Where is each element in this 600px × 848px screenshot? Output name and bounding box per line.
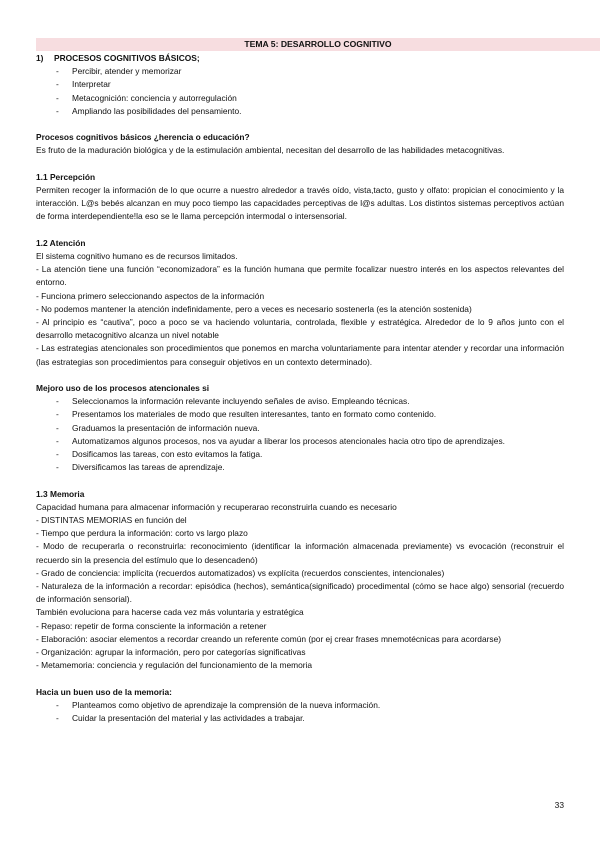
- paragraph-line: - Metamemoria: conciencia y regulación del funcionamiento de la memoria: [36, 660, 313, 671]
- dash-marker: -: [56, 449, 59, 460]
- spacer: [36, 369, 564, 382]
- dash-marker: -: [56, 409, 59, 420]
- paragraph-line: También evoluciona para hacerse cada vez más voluntaria y estratégica: [36, 607, 304, 618]
- mejora-atencion-heading: Mejoro uso de los procesos atencionales si: [36, 383, 210, 394]
- page-number: 33: [554, 800, 564, 810]
- list-item-text: Interpretar: [72, 79, 111, 90]
- spacer: [36, 118, 564, 131]
- paragraph-line: - DISTINTAS MEMORIAS en función del: [36, 515, 187, 526]
- list-item-text: Planteamos como objetivo de aprendizaje la comprensión de la nueva información.: [72, 699, 381, 710]
- attention-tips-list: [36, 395, 564, 474]
- paragraph-line: - Grado de conciencia: implícita (recuerdos automatizados) vs explícita (recuerdos conscientes, intencionales): [36, 567, 445, 578]
- dash-marker: -: [56, 105, 59, 116]
- paragraph-line: - Las estrategias atencionales son procedimientos que ponemos en marcha voluntariamente para intentar atender y recordar una información (las estrategias son procedimientos para conseguir objetivos en un contexto determinado).: [36, 343, 564, 367]
- paragraph-line: - La atención tiene una función “economizadora” es la función humana que permite focalizar nuestro interés en los aspectos relevantes del entorno.: [36, 264, 564, 288]
- paragraph-line: - No podemos mantener la atención indefinidamente, pero a veces es necesario sostenerla (es la atención sostenida): [36, 303, 472, 314]
- paragraph-line: - Modo de recuperarla o reconstruirla: reconocimiento (identificar la información almacenada previamente) vs evocación (reconstruir el recuerdo sin la presencia del estímulo que lo desencadenó): [36, 541, 564, 565]
- list-item: [36, 105, 564, 118]
- paragraph-line: - Naturaleza de la información a recordar: episódica (hechos), semántica(significado) procedimental (cómo se hace algo) sensorial (recuerdo de información sensorial).: [36, 581, 564, 605]
- spacer: [36, 474, 564, 487]
- paragraph-line: - Organización: agrupar la información, pero por categorías significativas: [36, 647, 306, 658]
- list-item-text: Metacognición: conciencia y autorregulación: [72, 92, 237, 103]
- dash-marker: -: [56, 713, 59, 724]
- dash-marker: -: [56, 66, 59, 77]
- paragraph-line: El sistema cognitivo humano es de recursos limitados.: [36, 251, 238, 261]
- list-item-text: Dosificamos las tareas, con esto evitamos la fatiga.: [72, 449, 263, 460]
- percepcion-heading: 1.1 Percepción: [36, 171, 96, 182]
- dash-marker: -: [56, 462, 59, 473]
- atencion-heading: 1.2 Atención: [36, 237, 86, 248]
- paragraph-line: - Al principio es “cautiva”, poco a poco se va haciendo voluntaria, controlada, flexible y estratégica. Alrededor de lo 9 años junto con el desarrollo metacognitivo alcanza un nivel notable: [36, 317, 564, 341]
- section-title: PROCESOS COGNITIVOS BÁSICOS;: [54, 53, 200, 63]
- paragraph-line: Capacidad humana para almacenar información y recuperarao reconstruirla cuando es necesario: [36, 501, 397, 512]
- dash-marker: -: [56, 422, 59, 433]
- list-item: [36, 65, 564, 78]
- spacer: [36, 224, 564, 237]
- list-item: [36, 78, 564, 91]
- paragraph-line: - Funciona primero seleccionando aspectos de la información: [36, 290, 265, 301]
- dash-marker: -: [56, 435, 59, 446]
- page-content: [36, 52, 564, 725]
- paragraph-line: - Elaboración: asociar elementos a recordar creando un referente común (por ej crear frases mnemotécnicas para acordarse): [36, 633, 502, 644]
- memory-tips-list: [36, 699, 564, 725]
- percepcion-text: Permiten recoger la información de lo que ocurre a nuestro alrededor a través oído, vista,tacto, gusto y olfato: propician el conocimiento y la interacción. L@s bebés alcanzan en muy poco tiempo las capacidades perceptivas de l@s adultas. Los distintos sistemas perceptivos actúan de forma interdependiente!la eso se le llama percepción intermodal o intersensorial.: [36, 185, 564, 222]
- page-title: TEMA 5: DESARROLLO COGNITIVO: [244, 39, 392, 49]
- list-item: [36, 422, 564, 435]
- list-item-text: Graduamos la presentación de información nueva.: [72, 422, 260, 433]
- list-item-text: Diversificamos las tareas de aprendizaje.: [72, 462, 225, 473]
- title-bar: [36, 38, 600, 51]
- section-number: 1): [36, 53, 44, 63]
- paragraph-line: - Tiempo que perdura la información: corto vs largo plazo: [36, 528, 248, 539]
- dash-marker: -: [56, 79, 59, 90]
- buen-uso-memoria-heading: Hacia un buen uso de la memoria:: [36, 686, 172, 697]
- dash-marker: -: [56, 699, 59, 710]
- paragraph-line: - Repaso: repetir de forma consciente la información a retener: [36, 620, 267, 631]
- dash-marker: -: [56, 92, 59, 103]
- list-item: [36, 699, 564, 712]
- memoria-heading: 1.3 Memoria: [36, 488, 85, 499]
- list-item-text: Ampliando las posibilidades del pensamiento.: [72, 105, 242, 116]
- list-item-text: Cuidar la presentación del material y las actividades a trabajar.: [72, 713, 305, 724]
- list-item-text: Presentamos los materiales de modo que resulten interesantes, tanto en formato como contenido.: [72, 409, 437, 420]
- list-item: [36, 92, 564, 105]
- list-item: [36, 408, 564, 421]
- list-item-text: Automatizamos algunos procesos, nos va ayudar a liberar los procesos atencionales hacia otro tipo de aprendizajes.: [72, 435, 505, 446]
- list-item-text: Seleccionamos la información relevante incluyendo señales de aviso. Empleando técnicas.: [72, 396, 410, 407]
- list-item: [36, 435, 564, 448]
- spacer: [36, 158, 564, 171]
- herencia-text: Es fruto de la maduración biológica y de la estimulación ambiental, necesitan del desarrollo de las habilidades metacognitivas.: [36, 145, 505, 156]
- dash-marker: -: [56, 396, 59, 407]
- herencia-heading: Procesos cognitivos básicos ¿herencia o educación?: [36, 132, 250, 143]
- section-1-heading: [36, 52, 564, 65]
- basic-processes-list: [36, 65, 564, 118]
- list-item: [36, 712, 564, 725]
- list-item: [36, 395, 564, 408]
- list-item-text: Percibir, atender y memorizar: [72, 66, 182, 77]
- list-item: [36, 448, 564, 461]
- list-item: [36, 461, 564, 474]
- spacer: [36, 672, 564, 685]
